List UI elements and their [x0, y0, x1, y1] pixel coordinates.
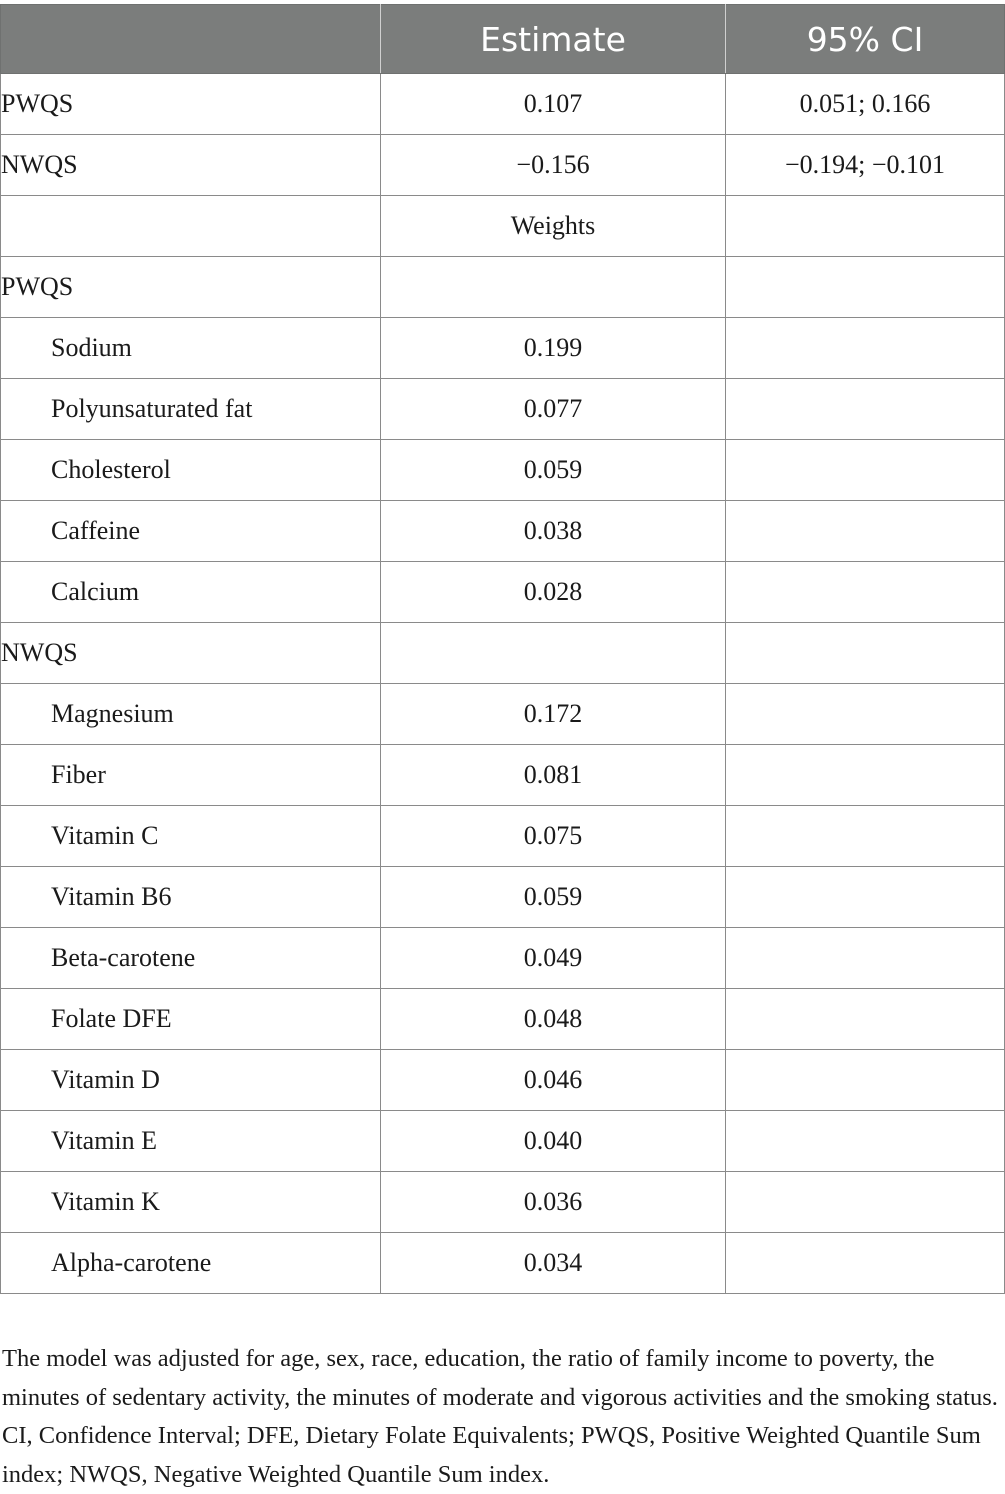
estimate-cell: 0.075 [381, 806, 726, 867]
row-label-cell: Fiber [1, 745, 381, 806]
row-label-cell: Sodium [1, 318, 381, 379]
table-row [1, 623, 1005, 684]
row-label-cell: NWQS [1, 623, 381, 684]
estimate-cell: 0.040 [381, 1111, 726, 1172]
row-label-cell: Vitamin C [1, 806, 381, 867]
table-row [1, 684, 1005, 745]
ci-cell [726, 379, 1005, 440]
estimate-cell [381, 623, 726, 684]
ci-cell [726, 318, 1005, 379]
table-row [1, 135, 1005, 196]
table-row [1, 1050, 1005, 1111]
estimate-cell: 0.059 [381, 440, 726, 501]
estimate-cell: 0.172 [381, 684, 726, 745]
table-row [1, 74, 1005, 135]
table-row [1, 928, 1005, 989]
estimate-cell: 0.038 [381, 501, 726, 562]
header-cell-label [1, 5, 381, 74]
estimate-cell: 0.077 [381, 379, 726, 440]
row-label-cell: Folate DFE [1, 989, 381, 1050]
row-label-cell [1, 196, 381, 257]
estimate-cell: 0.081 [381, 745, 726, 806]
table-row [1, 379, 1005, 440]
row-label-cell: Caffeine [1, 501, 381, 562]
estimate-cell: 0.036 [381, 1172, 726, 1233]
estimate-cell: Weights [381, 196, 726, 257]
estimate-cell: 0.059 [381, 867, 726, 928]
estimate-cell: 0.107 [381, 74, 726, 135]
table-row [1, 440, 1005, 501]
estimate-cell: 0.034 [381, 1233, 726, 1294]
ci-cell: −0.194; −0.101 [726, 135, 1005, 196]
ci-cell [726, 1172, 1005, 1233]
row-label-cell: Polyunsaturated fat [1, 379, 381, 440]
ci-cell [726, 1050, 1005, 1111]
estimate-cell: 0.048 [381, 989, 726, 1050]
table-row [1, 1233, 1005, 1294]
ci-cell [726, 196, 1005, 257]
table-row [1, 318, 1005, 379]
row-label-cell: Vitamin D [1, 1050, 381, 1111]
table-row [1, 745, 1005, 806]
ci-cell [726, 745, 1005, 806]
estimate-cell [381, 257, 726, 318]
ci-cell: 0.051; 0.166 [726, 74, 1005, 135]
estimate-cell: 0.199 [381, 318, 726, 379]
row-label-cell: PWQS [1, 74, 381, 135]
table-row [1, 989, 1005, 1050]
table-row [1, 196, 1005, 257]
table-row [1, 1111, 1005, 1172]
ci-cell [726, 501, 1005, 562]
table-header [1, 5, 1005, 74]
table-row [1, 501, 1005, 562]
ci-cell [726, 1111, 1005, 1172]
estimate-cell: 0.046 [381, 1050, 726, 1111]
estimate-cell: 0.049 [381, 928, 726, 989]
table-row [1, 806, 1005, 867]
table-footnote: The model was adjusted for age, sex, race, education, the ratio of family income to poverty, the minutes of sedentary activity, the minutes of moderate and vigorous activities and the smoking status. CI, Confidence Interval; DFE, Dietary Folate Equivalents; PWQS, Positive Weighted Quantile Sum index; NWQS, Negative Weighted Quantile Sum index. [2, 1345, 998, 1488]
row-label-cell: Calcium [1, 562, 381, 623]
row-label-cell: NWQS [1, 135, 381, 196]
table-row [1, 867, 1005, 928]
header-cell-estimate: Estimate [381, 5, 726, 74]
ci-cell [726, 684, 1005, 745]
ci-cell [726, 867, 1005, 928]
row-label-cell: Alpha-carotene [1, 1233, 381, 1294]
row-label-cell: Vitamin B6 [1, 867, 381, 928]
ci-cell [726, 440, 1005, 501]
row-label-cell: Magnesium [1, 684, 381, 745]
ci-cell [726, 806, 1005, 867]
row-label-cell: Beta-carotene [1, 928, 381, 989]
ci-cell [726, 562, 1005, 623]
table-row [1, 1172, 1005, 1233]
ci-cell [726, 623, 1005, 684]
ci-cell [726, 257, 1005, 318]
estimate-cell: 0.028 [381, 562, 726, 623]
ci-cell [726, 928, 1005, 989]
row-label-cell: Vitamin K [1, 1172, 381, 1233]
table-row [1, 257, 1005, 318]
header-cell-ci: 95% CI [726, 5, 1005, 74]
header-row [1, 5, 1005, 74]
table-body [1, 74, 1005, 1294]
estimate-cell: −0.156 [381, 135, 726, 196]
row-label-cell: Cholesterol [1, 440, 381, 501]
ci-cell [726, 1233, 1005, 1294]
table-row [1, 562, 1005, 623]
row-label-cell: PWQS [1, 257, 381, 318]
results-table [0, 4, 1005, 1294]
ci-cell [726, 989, 1005, 1050]
row-label-cell: Vitamin E [1, 1111, 381, 1172]
